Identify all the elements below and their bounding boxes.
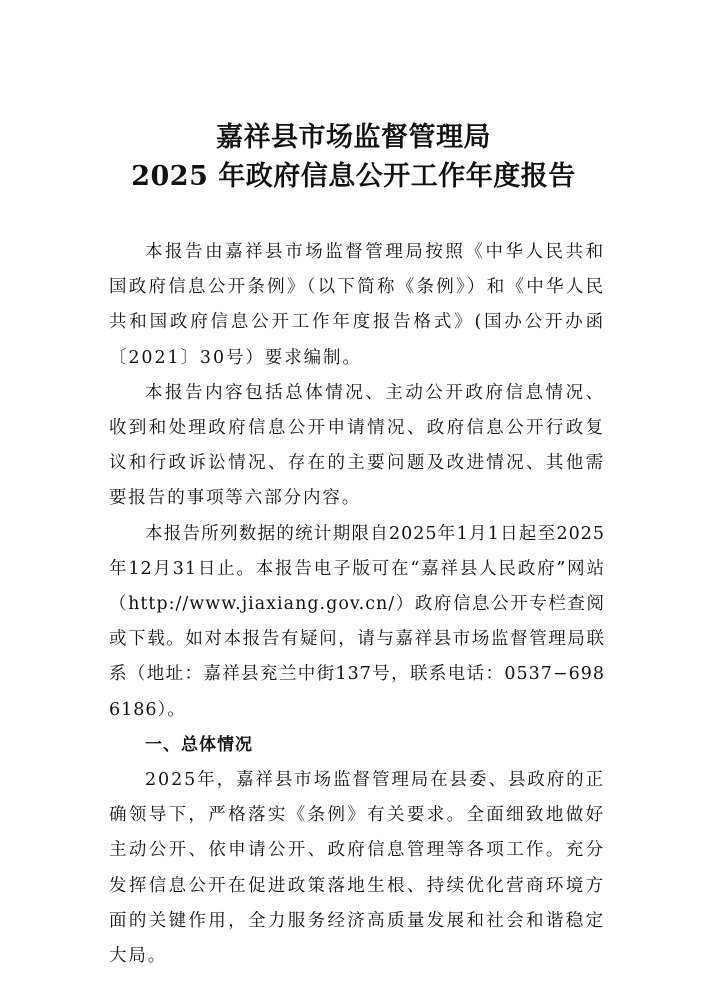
intro-paragraph-contents: 本报告内容包括总体情况、主动公开政府信息情况、收到和处理政府信息公开申请情况、政府信息公开行政复议和行政诉讼情况、存在的主要问题及改进情况、其他需要报告的事项等六部分内容。 <box>109 382 605 509</box>
section-heading-overview: 一、总体情况 <box>145 734 253 755</box>
intro-paragraph-statistics-period: 本报告所列数据的统计期限自2025年1月1日起至2025年12月31日止。本报告电子版可在“嘉祥县人民政府”网站（http://www.jiaxiang.gov.cn/）政府信息公开专栏查阅或下载。如对本报告有疑问，请与嘉祥县市场监督管理局联系（地址：嘉祥县兖兰中街137号，联系电话：0537−6986186）。 <box>109 523 605 720</box>
document-title-line2: 2025 年政府信息公开工作年度报告 <box>131 161 576 192</box>
document-title-line1: 嘉祥县市场监督管理局 <box>216 122 491 153</box>
document-body <box>109 235 605 974</box>
overview-paragraph: 2025年，嘉祥县市场监督管理局在县委、县政府的正确领导下，严格落实《条例》有关要求。全面细致地做好主动公开、依申请公开、政府信息管理等各项工作。充分发挥信息公开在促进政策落地生根、持续优化营商环境方面的关键作用，全力服务经济高质量发展和社会和谐稳定大局。 <box>109 770 605 967</box>
intro-paragraph-basis: 本报告由嘉祥县市场监督管理局按照《中华人民共和国政府信息公开条例》（以下简称《条例》）和《中华人民共和国政府信息公开工作年度报告格式》(国办公开办函〔2021〕30号）要求编制。 <box>109 242 605 368</box>
